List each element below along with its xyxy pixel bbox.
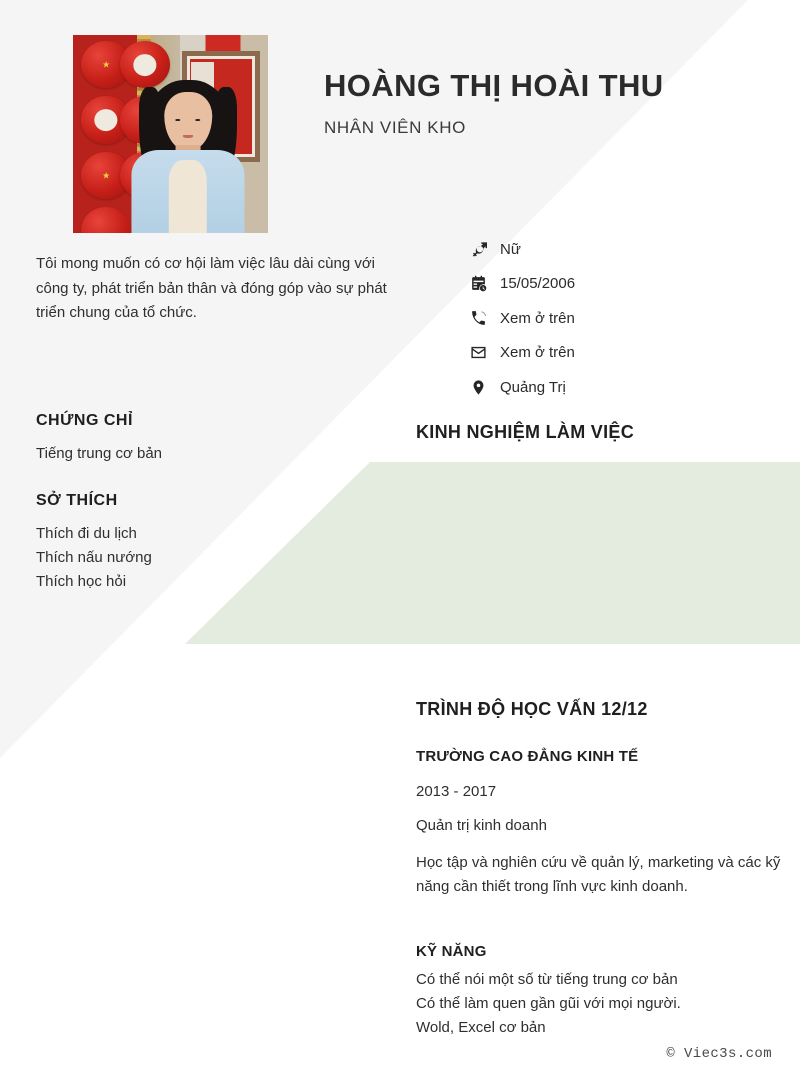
section-heading-hobbies: SỞ THÍCH [36,492,118,509]
contact-value-phone: Xem ở trên [500,309,575,327]
certificate-item: Tiếng trung cơ bản [36,445,163,462]
footer-copyright: © Viec3s.com [666,1046,772,1062]
hobby-item: Thích học hỏi [36,573,127,590]
education-description: Học tập và nghiên cứu về quản lý, marketing và các kỹ năng cần thiết trong lĩnh vực kinh doanh. [416,854,781,895]
profile-photo [73,35,268,233]
phone-icon [470,310,500,327]
education-major: Quản trị kinh doanh [416,817,547,834]
email-icon [470,344,500,361]
contact-row-email[interactable] [470,336,770,371]
skill-item: Có thể nói một số từ tiếng trung cơ bản [416,971,678,988]
section-heading-certificates: CHỨNG CHỈ [36,412,133,429]
section-experience [416,422,782,443]
calendar-icon [470,275,500,292]
photo-person [132,67,245,233]
career-objective: Tôi mong muốn có cơ hội làm việc lâu dài cùng với công ty, phát triển bản thân và đóng góp vào sự phát triển chung của tổ chức. [36,255,387,321]
skill-item: Wold, Excel cơ bản [416,1019,546,1036]
section-skills [416,943,782,1039]
contact-value-location: Quảng Trị [500,378,566,396]
contact-value-email: Xem ở trên [500,344,575,362]
contact-row-birthdate [470,267,770,302]
section-education [416,699,782,720]
page-title: HOÀNG THỊ HOÀI THU [324,68,664,103]
skill-item: Có thể làm quen gần gũi với mọi người. [416,995,681,1012]
photo-disc: ★ [81,152,132,200]
section-certificates [36,412,386,466]
contact-row-location [470,370,770,405]
contact-value-gender: Nữ [500,240,521,258]
section-heading-skills: KỸ NĂNG [416,943,487,960]
contact-row-phone[interactable] [470,301,770,336]
photo-disc: ★ [81,41,132,89]
gender-icon [470,241,500,258]
education-school: TRƯỜNG CAO ĐẲNG KINH TẾ [416,748,639,765]
contact-row-gender [470,232,770,267]
hobby-item: Thích nấu nướng [36,549,152,566]
contact-value-birthdate: 15/05/2006 [500,275,576,293]
job-title: NHÂN VIÊN KHO [324,118,466,137]
contact-list [470,232,770,405]
section-heading-education: TRÌNH ĐỘ HỌC VẤN 12/12 [416,699,648,719]
location-icon [470,379,500,396]
section-heading-experience: KINH NGHIỆM LÀM VIỆC [416,422,635,442]
education-period: 2013 - 2017 [416,783,497,800]
education-entry [416,748,782,898]
hobby-item: Thích đi du lịch [36,525,137,542]
